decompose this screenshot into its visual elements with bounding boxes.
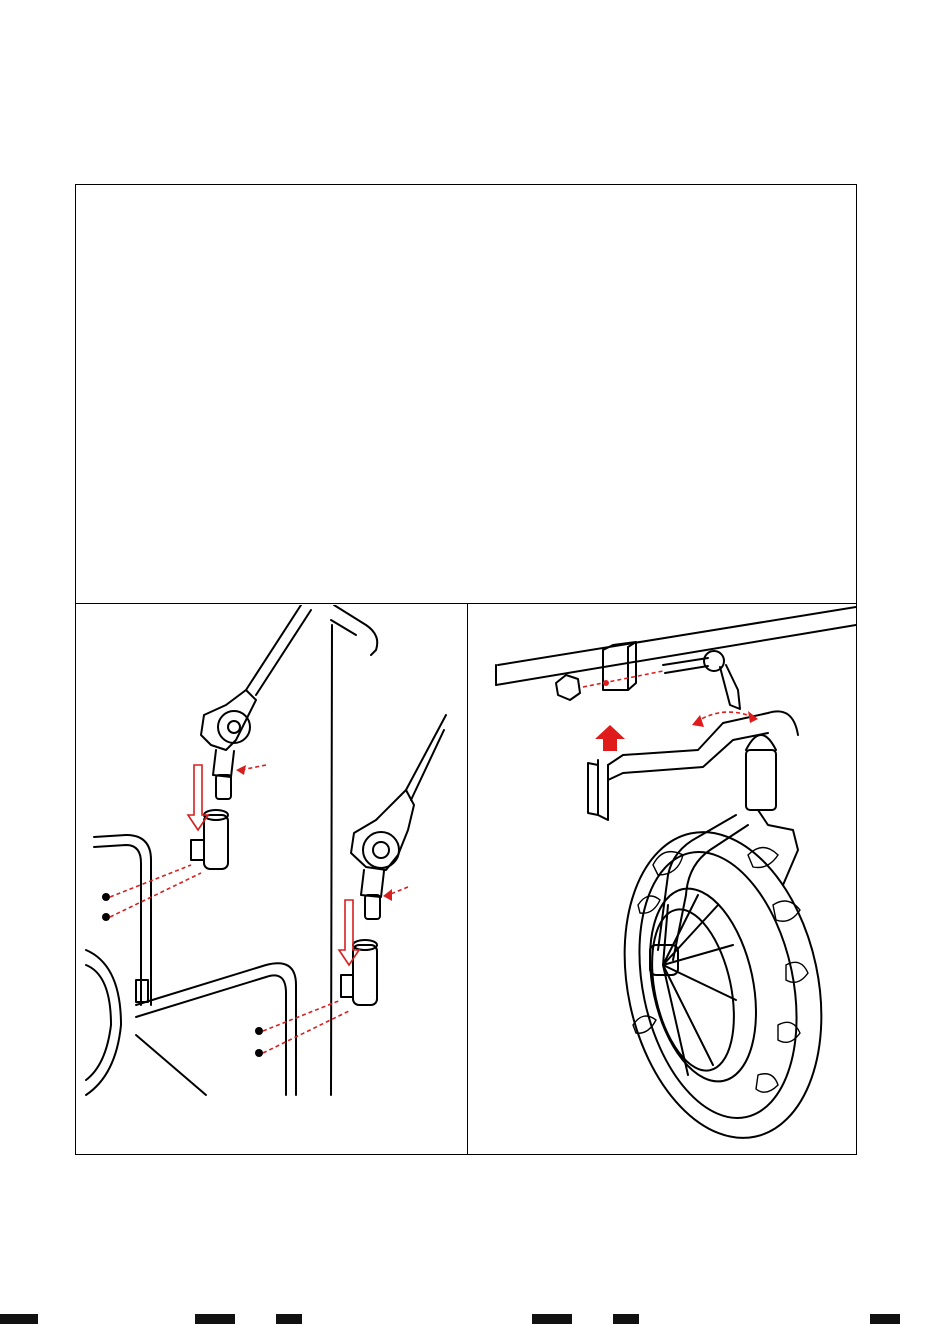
horizontal-divider xyxy=(76,603,856,604)
instruction-text-area xyxy=(76,185,856,603)
frame-assembly-figure xyxy=(76,605,466,1154)
instruction-frame xyxy=(75,184,857,1155)
wheel-attachment-illustration xyxy=(468,605,856,1154)
page-footer-cropped-text xyxy=(0,1314,933,1324)
wheel-attachment-figure xyxy=(468,605,856,1154)
frame-assembly-illustration xyxy=(76,605,466,1154)
